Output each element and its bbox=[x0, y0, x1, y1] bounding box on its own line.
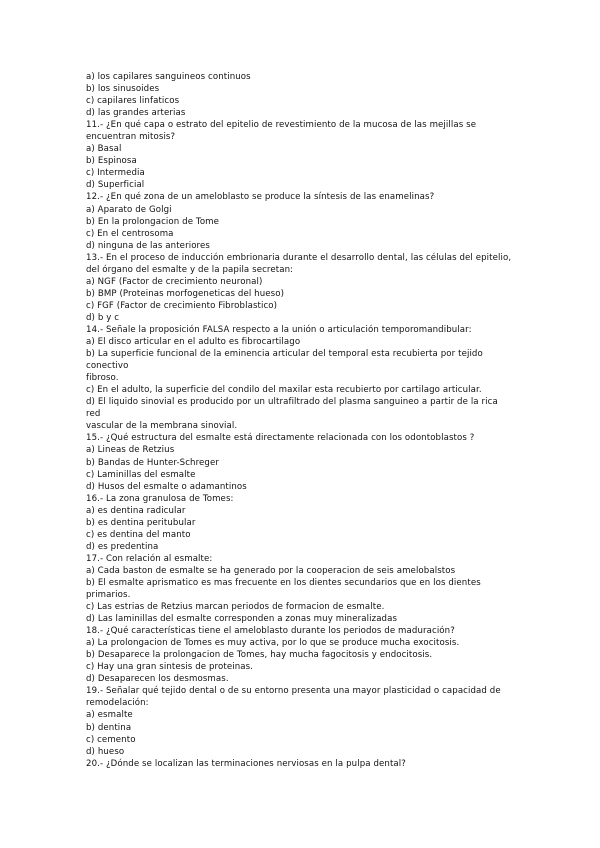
text-line: d) hueso bbox=[86, 746, 125, 757]
text-line: b) Desaparece la prolongacion de Tomes, hay mucha fagocitosis y endocitosis. bbox=[86, 650, 433, 661]
text-line: c) es dentina del manto bbox=[86, 529, 191, 540]
text-line: a) Aparato de Golgi bbox=[86, 204, 172, 215]
document-text bbox=[86, 71, 526, 770]
text-line: d) Las laminillas del esmalte corresponden a zonas muy mineralizadas bbox=[86, 614, 398, 625]
text-line: c) En el centrosoma bbox=[86, 228, 174, 239]
text-line: b) BMP (Proteinas morfogeneticas del hueso) bbox=[86, 288, 285, 299]
text-line: 13.- En el proceso de inducción embrionaria durante el desarrollo dental, las células del epitelio, bbox=[86, 252, 512, 263]
text-line: b) dentina bbox=[86, 722, 132, 733]
text-line: 14.- Señale la proposición FALSA respecto a la unión o articulación temporomandibular: bbox=[86, 324, 472, 335]
text-line: 11.- ¿En qué capa o estrato del epitelio de revestimiento de la mucosa de las mejillas se bbox=[86, 120, 477, 131]
text-line: d) b y c bbox=[86, 312, 120, 323]
text-line: 12.- ¿En qué zona de un ameloblasto se produce la síntesis de las enamelinas? bbox=[86, 192, 435, 203]
text-line: encuentran mitosis? bbox=[86, 132, 176, 143]
text-line: c) Las estrias de Retzius marcan periodos de formacion de esmalte. bbox=[86, 602, 385, 613]
text-line: c) Laminillas del esmalte bbox=[86, 469, 196, 480]
text-line: 18.- ¿Qué características tiene el ameloblasto durante los periodos de maduración? bbox=[86, 626, 455, 637]
text-line: a) los capilares sanguineos continuos bbox=[86, 72, 251, 82]
text-line: d) es predentina bbox=[86, 541, 159, 552]
text-line: b) La superficie funcional de la eminencia articular del temporal esta recubierta por tejido bbox=[86, 349, 483, 360]
text-line: b) Espinosa bbox=[86, 156, 137, 167]
text-line: a) NGF (Factor de crecimiento neuronal) bbox=[86, 276, 263, 287]
text-line: d) Husos del esmalte o adamantinos bbox=[86, 481, 247, 492]
text-line: 17.- Con relación al esmalte: bbox=[86, 553, 213, 564]
text-line: c) Intermedia bbox=[86, 168, 145, 179]
text-line: b) El esmalte aprismatico es mas frecuente en los dientes secundarios que en los dientes bbox=[86, 577, 481, 588]
text-line: del órgano del esmalte y de la papila secretan: bbox=[86, 264, 294, 275]
text-line: b) En la prolongacion de Tome bbox=[86, 216, 220, 227]
text-line: d) Desaparecen los desmosmas. bbox=[86, 674, 229, 685]
text-line: a) Cada baston de esmalte se ha generado por la cooperacion de seis amelobalstos bbox=[86, 565, 456, 576]
text-line: c) capilares linfaticos bbox=[86, 96, 180, 107]
text-line: red bbox=[86, 409, 101, 420]
text-line: d) las grandes arterias bbox=[86, 108, 186, 119]
text-line: vascular de la membrana sinovial. bbox=[86, 421, 238, 432]
text-line: d) El liquido sinovial es producido por un ultrafiltrado del plasma sanguineo a partir de la rica bbox=[86, 397, 498, 408]
text-line: b) los sinusoides bbox=[86, 84, 160, 95]
text-line: b) es dentina peritubular bbox=[86, 517, 196, 528]
text-line: fibroso. bbox=[86, 373, 119, 384]
text-line: b) Bandas de Hunter-Schreger bbox=[86, 457, 219, 468]
text-line: d) Superficial bbox=[86, 180, 145, 191]
text-line: 16.- La zona granulosa de Tomes: bbox=[86, 493, 234, 504]
text-line: 15.- ¿Qué estructura del esmalte está directamente relacionada con los odontoblastos ? bbox=[86, 433, 475, 444]
text-line: 20.- ¿Dónde se localizan las terminaciones nerviosas en la pulpa dental? bbox=[86, 758, 406, 769]
text-line: c) cemento bbox=[86, 734, 136, 745]
text-line: c) Hay una gran sintesis de proteinas. bbox=[86, 662, 254, 673]
text-line: a) Lineas de Retzius bbox=[86, 445, 175, 456]
text-line: d) ninguna de las anteriores bbox=[86, 240, 210, 251]
text-line: remodelación: bbox=[86, 698, 149, 709]
text-line: conectivo bbox=[86, 361, 129, 372]
text-line: a) El disco articular en el adulto es fibrocartilago bbox=[86, 337, 301, 348]
text-line: a) es dentina radicular bbox=[86, 505, 186, 516]
text-line: a) Basal bbox=[86, 144, 122, 155]
text-line: 19.- Señalar qué tejido dental o de su entorno presenta una mayor plasticidad o capacidad de bbox=[86, 686, 501, 697]
text-line: c) En el adulto, la superficie del condilo del maxilar esta recubierto por cartilago articular. bbox=[86, 385, 482, 396]
text-line: a) La prolongacion de Tomes es muy activa, por lo que se produce mucha exocitosis. bbox=[86, 638, 460, 649]
text-line: primarios. bbox=[86, 590, 131, 601]
text-line: c) FGF (Factor de crecimiento Fibroblastico) bbox=[86, 300, 278, 311]
text-line: a) esmalte bbox=[86, 710, 133, 721]
